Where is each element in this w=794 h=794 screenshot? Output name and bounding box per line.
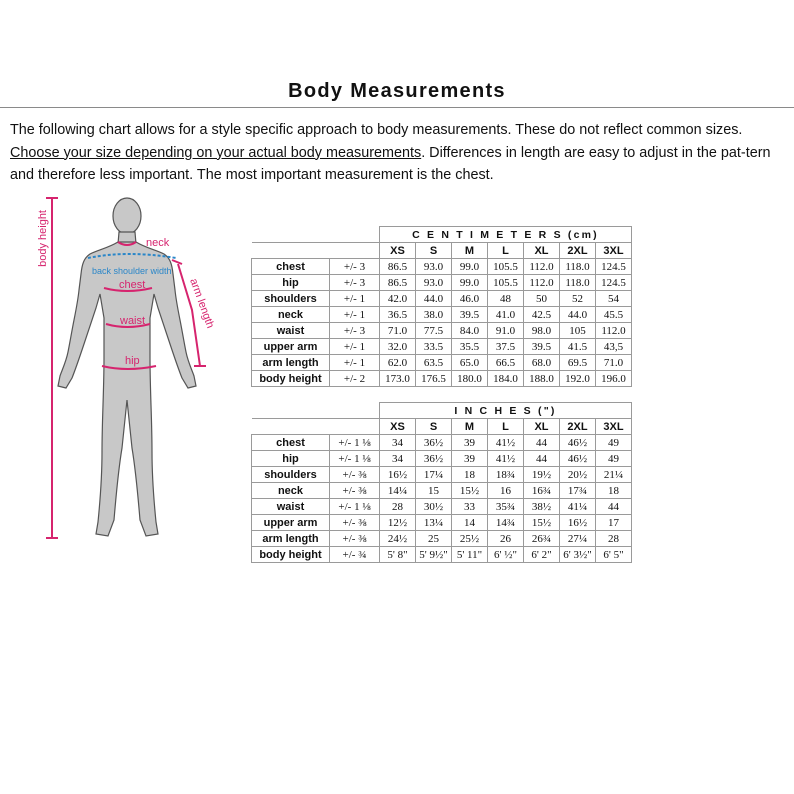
value-cell: 28 bbox=[380, 499, 416, 515]
intro-underlined: Choose your size depending on your actual body measurements bbox=[10, 144, 422, 161]
value-cell: 124.5 bbox=[596, 259, 632, 275]
value-cell: 188.0 bbox=[524, 371, 560, 387]
value-cell: 93.0 bbox=[416, 275, 452, 291]
value-cell: 24½ bbox=[380, 531, 416, 547]
row-label: upper arm bbox=[252, 339, 330, 355]
value-cell: 26 bbox=[488, 531, 524, 547]
value-cell: 35.5 bbox=[452, 339, 488, 355]
tolerance-cell: +/- 2 bbox=[330, 371, 380, 387]
value-cell: 173.0 bbox=[380, 371, 416, 387]
value-cell: 33 bbox=[452, 499, 488, 515]
value-cell: 36.5 bbox=[380, 307, 416, 323]
value-cell: 66.5 bbox=[488, 355, 524, 371]
size-header: 3XL bbox=[596, 419, 632, 435]
size-header: M bbox=[452, 419, 488, 435]
value-cell: 16¾ bbox=[524, 483, 560, 499]
value-cell: 38.0 bbox=[416, 307, 452, 323]
value-cell: 68.0 bbox=[524, 355, 560, 371]
body-height-label: body height bbox=[37, 210, 49, 267]
value-cell: 37.5 bbox=[488, 339, 524, 355]
row-label: chest bbox=[252, 259, 330, 275]
tolerance-cell: +/- 3 bbox=[330, 323, 380, 339]
body-figure-svg bbox=[0, 190, 240, 560]
intro-rest: . Differences in length are easy to adjust in the pat-tern and therefore less important. The most important measurement is the chest. bbox=[10, 144, 771, 183]
inches-unit-header: I N C H E S (") bbox=[380, 403, 632, 419]
value-cell: 34 bbox=[380, 435, 416, 451]
size-header: XL bbox=[524, 243, 560, 259]
table-size-row bbox=[252, 419, 632, 435]
value-cell: 6' 5" bbox=[596, 547, 632, 563]
tolerance-cell: +/- 1 bbox=[330, 291, 380, 307]
value-cell: 42.5 bbox=[524, 307, 560, 323]
value-cell: 46½ bbox=[560, 435, 596, 451]
table-row bbox=[252, 531, 632, 547]
value-cell: 34 bbox=[380, 451, 416, 467]
value-cell: 14¾ bbox=[488, 515, 524, 531]
value-cell: 26¾ bbox=[524, 531, 560, 547]
table-size-row bbox=[252, 243, 632, 259]
value-cell: 196.0 bbox=[596, 371, 632, 387]
row-label: waist bbox=[252, 323, 330, 339]
tolerance-cell: +/- ⅜ bbox=[330, 483, 380, 499]
value-cell: 39 bbox=[452, 435, 488, 451]
value-cell: 32.0 bbox=[380, 339, 416, 355]
value-cell: 39 bbox=[452, 451, 488, 467]
tolerance-cell: +/- 1 ⅛ bbox=[330, 451, 380, 467]
value-cell: 16 bbox=[488, 483, 524, 499]
value-cell: 15½ bbox=[452, 483, 488, 499]
centimeters-table bbox=[251, 226, 632, 387]
value-cell: 12½ bbox=[380, 515, 416, 531]
chest-label: chest bbox=[119, 279, 146, 291]
value-cell: 35¾ bbox=[488, 499, 524, 515]
row-label: hip bbox=[252, 275, 330, 291]
value-cell: 84.0 bbox=[452, 323, 488, 339]
value-cell: 77.5 bbox=[416, 323, 452, 339]
value-cell: 36½ bbox=[416, 451, 452, 467]
value-cell: 41½ bbox=[488, 435, 524, 451]
value-cell: 27¼ bbox=[560, 531, 596, 547]
size-header: XL bbox=[524, 419, 560, 435]
centimeters-unit-header: C E N T I M E T E R S (cm) bbox=[380, 227, 632, 243]
table-corner bbox=[252, 227, 380, 243]
tolerance-cell: +/- 1 bbox=[330, 355, 380, 371]
value-cell: 93.0 bbox=[416, 259, 452, 275]
value-cell: 91.0 bbox=[488, 323, 524, 339]
value-cell: 25 bbox=[416, 531, 452, 547]
table-row bbox=[252, 451, 632, 467]
value-cell: 16½ bbox=[560, 515, 596, 531]
value-cell: 5' 9½" bbox=[416, 547, 452, 563]
tolerance-cell: +/- ⅜ bbox=[330, 531, 380, 547]
back-shoulder-width-label: back shoulder width bbox=[92, 266, 172, 276]
table-corner bbox=[252, 419, 380, 435]
tolerance-cell: +/- ⅜ bbox=[330, 467, 380, 483]
waist-label: waist bbox=[120, 315, 146, 327]
value-cell: 43,5 bbox=[596, 339, 632, 355]
tolerance-cell: +/- ⅜ bbox=[330, 515, 380, 531]
value-cell: 99.0 bbox=[452, 275, 488, 291]
value-cell: 13¼ bbox=[416, 515, 452, 531]
intro-paragraph bbox=[10, 119, 790, 187]
value-cell: 18 bbox=[452, 467, 488, 483]
row-label: shoulders bbox=[252, 467, 330, 483]
row-label: arm length bbox=[252, 531, 330, 547]
size-header: S bbox=[416, 243, 452, 259]
value-cell: 17¾ bbox=[560, 483, 596, 499]
value-cell: 45.5 bbox=[596, 307, 632, 323]
value-cell: 98.0 bbox=[524, 323, 560, 339]
arm-length-label: arm length bbox=[187, 276, 217, 330]
value-cell: 105 bbox=[560, 323, 596, 339]
table-row bbox=[252, 547, 632, 563]
table-unit-row bbox=[252, 227, 632, 243]
row-label: shoulders bbox=[252, 291, 330, 307]
value-cell: 6' 3½" bbox=[560, 547, 596, 563]
value-cell: 33.5 bbox=[416, 339, 452, 355]
table-row bbox=[252, 307, 632, 323]
value-cell: 62.0 bbox=[380, 355, 416, 371]
value-cell: 14¼ bbox=[380, 483, 416, 499]
value-cell: 41½ bbox=[488, 451, 524, 467]
table-row bbox=[252, 259, 632, 275]
value-cell: 48 bbox=[488, 291, 524, 307]
size-header: XS bbox=[380, 419, 416, 435]
value-cell: 71.0 bbox=[380, 323, 416, 339]
value-cell: 39.5 bbox=[452, 307, 488, 323]
row-label: chest bbox=[252, 435, 330, 451]
row-label: hip bbox=[252, 451, 330, 467]
value-cell: 44 bbox=[596, 499, 632, 515]
table-unit-row bbox=[252, 403, 632, 419]
value-cell: 30½ bbox=[416, 499, 452, 515]
tolerance-cell: +/- 1 ⅛ bbox=[330, 435, 380, 451]
value-cell: 112.0 bbox=[524, 259, 560, 275]
table-row bbox=[252, 355, 632, 371]
value-cell: 18 bbox=[596, 483, 632, 499]
value-cell: 192.0 bbox=[560, 371, 596, 387]
row-label: body height bbox=[252, 547, 330, 563]
value-cell: 5' 8" bbox=[380, 547, 416, 563]
value-cell: 44.0 bbox=[560, 307, 596, 323]
size-header: 2XL bbox=[560, 419, 596, 435]
value-cell: 6' 2" bbox=[524, 547, 560, 563]
table-corner bbox=[252, 243, 380, 259]
value-cell: 54 bbox=[596, 291, 632, 307]
value-cell: 52 bbox=[560, 291, 596, 307]
value-cell: 46½ bbox=[560, 451, 596, 467]
row-label: neck bbox=[252, 307, 330, 323]
table-row bbox=[252, 371, 632, 387]
tolerance-cell: +/- 1 bbox=[330, 339, 380, 355]
value-cell: 19½ bbox=[524, 467, 560, 483]
table-row bbox=[252, 323, 632, 339]
value-cell: 44.0 bbox=[416, 291, 452, 307]
intro-line-1: The following chart allows for a style specific approach to body measurements. These do not reflect common sizes. bbox=[10, 122, 743, 138]
value-cell: 21¼ bbox=[596, 467, 632, 483]
tolerance-cell: +/- 1 ⅛ bbox=[330, 499, 380, 515]
tolerance-cell: +/- 3 bbox=[330, 259, 380, 275]
value-cell: 39.5 bbox=[524, 339, 560, 355]
row-label: waist bbox=[252, 499, 330, 515]
value-cell: 41¼ bbox=[560, 499, 596, 515]
value-cell: 42.0 bbox=[380, 291, 416, 307]
value-cell: 6' ½" bbox=[488, 547, 524, 563]
value-cell: 118.0 bbox=[560, 275, 596, 291]
value-cell: 41.5 bbox=[560, 339, 596, 355]
size-header: M bbox=[452, 243, 488, 259]
value-cell: 124.5 bbox=[596, 275, 632, 291]
value-cell: 16½ bbox=[380, 467, 416, 483]
value-cell: 15½ bbox=[524, 515, 560, 531]
table-row bbox=[252, 467, 632, 483]
row-label: body height bbox=[252, 371, 330, 387]
value-cell: 71.0 bbox=[596, 355, 632, 371]
size-header: S bbox=[416, 419, 452, 435]
value-cell: 17 bbox=[596, 515, 632, 531]
table-row bbox=[252, 435, 632, 451]
table-row bbox=[252, 291, 632, 307]
tolerance-cell: +/- ¾ bbox=[330, 547, 380, 563]
value-cell: 176.5 bbox=[416, 371, 452, 387]
inches-table-body bbox=[252, 435, 632, 563]
value-cell: 5' 11" bbox=[452, 547, 488, 563]
size-header: L bbox=[488, 243, 524, 259]
value-cell: 118.0 bbox=[560, 259, 596, 275]
title-divider bbox=[0, 107, 794, 108]
page-title: Body Measurements bbox=[288, 80, 506, 102]
table-row bbox=[252, 275, 632, 291]
value-cell: 17¼ bbox=[416, 467, 452, 483]
value-cell: 112.0 bbox=[524, 275, 560, 291]
value-cell: 63.5 bbox=[416, 355, 452, 371]
table-row bbox=[252, 483, 632, 499]
centimeters-table-body bbox=[252, 259, 632, 387]
value-cell: 86.5 bbox=[380, 275, 416, 291]
size-header: 2XL bbox=[560, 243, 596, 259]
value-cell: 50 bbox=[524, 291, 560, 307]
inches-table bbox=[251, 402, 632, 563]
value-cell: 18¾ bbox=[488, 467, 524, 483]
value-cell: 20½ bbox=[560, 467, 596, 483]
value-cell: 69.5 bbox=[560, 355, 596, 371]
arm-length-top-tick bbox=[172, 260, 182, 264]
table-corner bbox=[252, 403, 380, 419]
size-header: L bbox=[488, 419, 524, 435]
tolerance-cell: +/- 3 bbox=[330, 275, 380, 291]
value-cell: 65.0 bbox=[452, 355, 488, 371]
value-cell: 180.0 bbox=[452, 371, 488, 387]
value-cell: 86.5 bbox=[380, 259, 416, 275]
table-row bbox=[252, 499, 632, 515]
row-label: upper arm bbox=[252, 515, 330, 531]
value-cell: 41.0 bbox=[488, 307, 524, 323]
value-cell: 44 bbox=[524, 451, 560, 467]
value-cell: 36½ bbox=[416, 435, 452, 451]
value-cell: 105.5 bbox=[488, 259, 524, 275]
value-cell: 14 bbox=[452, 515, 488, 531]
row-label: arm length bbox=[252, 355, 330, 371]
value-cell: 25½ bbox=[452, 531, 488, 547]
human-silhouette bbox=[58, 198, 196, 536]
value-cell: 105.5 bbox=[488, 275, 524, 291]
value-cell: 15 bbox=[416, 483, 452, 499]
value-cell: 38½ bbox=[524, 499, 560, 515]
value-cell: 99.0 bbox=[452, 259, 488, 275]
size-header: XS bbox=[380, 243, 416, 259]
hip-label: hip bbox=[125, 355, 140, 367]
body-figure bbox=[0, 190, 240, 560]
table-row bbox=[252, 515, 632, 531]
table-row bbox=[252, 339, 632, 355]
tolerance-cell: +/- 1 bbox=[330, 307, 380, 323]
row-label: neck bbox=[252, 483, 330, 499]
value-cell: 49 bbox=[596, 435, 632, 451]
value-cell: 46.0 bbox=[452, 291, 488, 307]
value-cell: 44 bbox=[524, 435, 560, 451]
value-cell: 49 bbox=[596, 451, 632, 467]
size-header: 3XL bbox=[596, 243, 632, 259]
value-cell: 184.0 bbox=[488, 371, 524, 387]
value-cell: 112.0 bbox=[596, 323, 632, 339]
neck-label: neck bbox=[146, 237, 170, 249]
value-cell: 28 bbox=[596, 531, 632, 547]
